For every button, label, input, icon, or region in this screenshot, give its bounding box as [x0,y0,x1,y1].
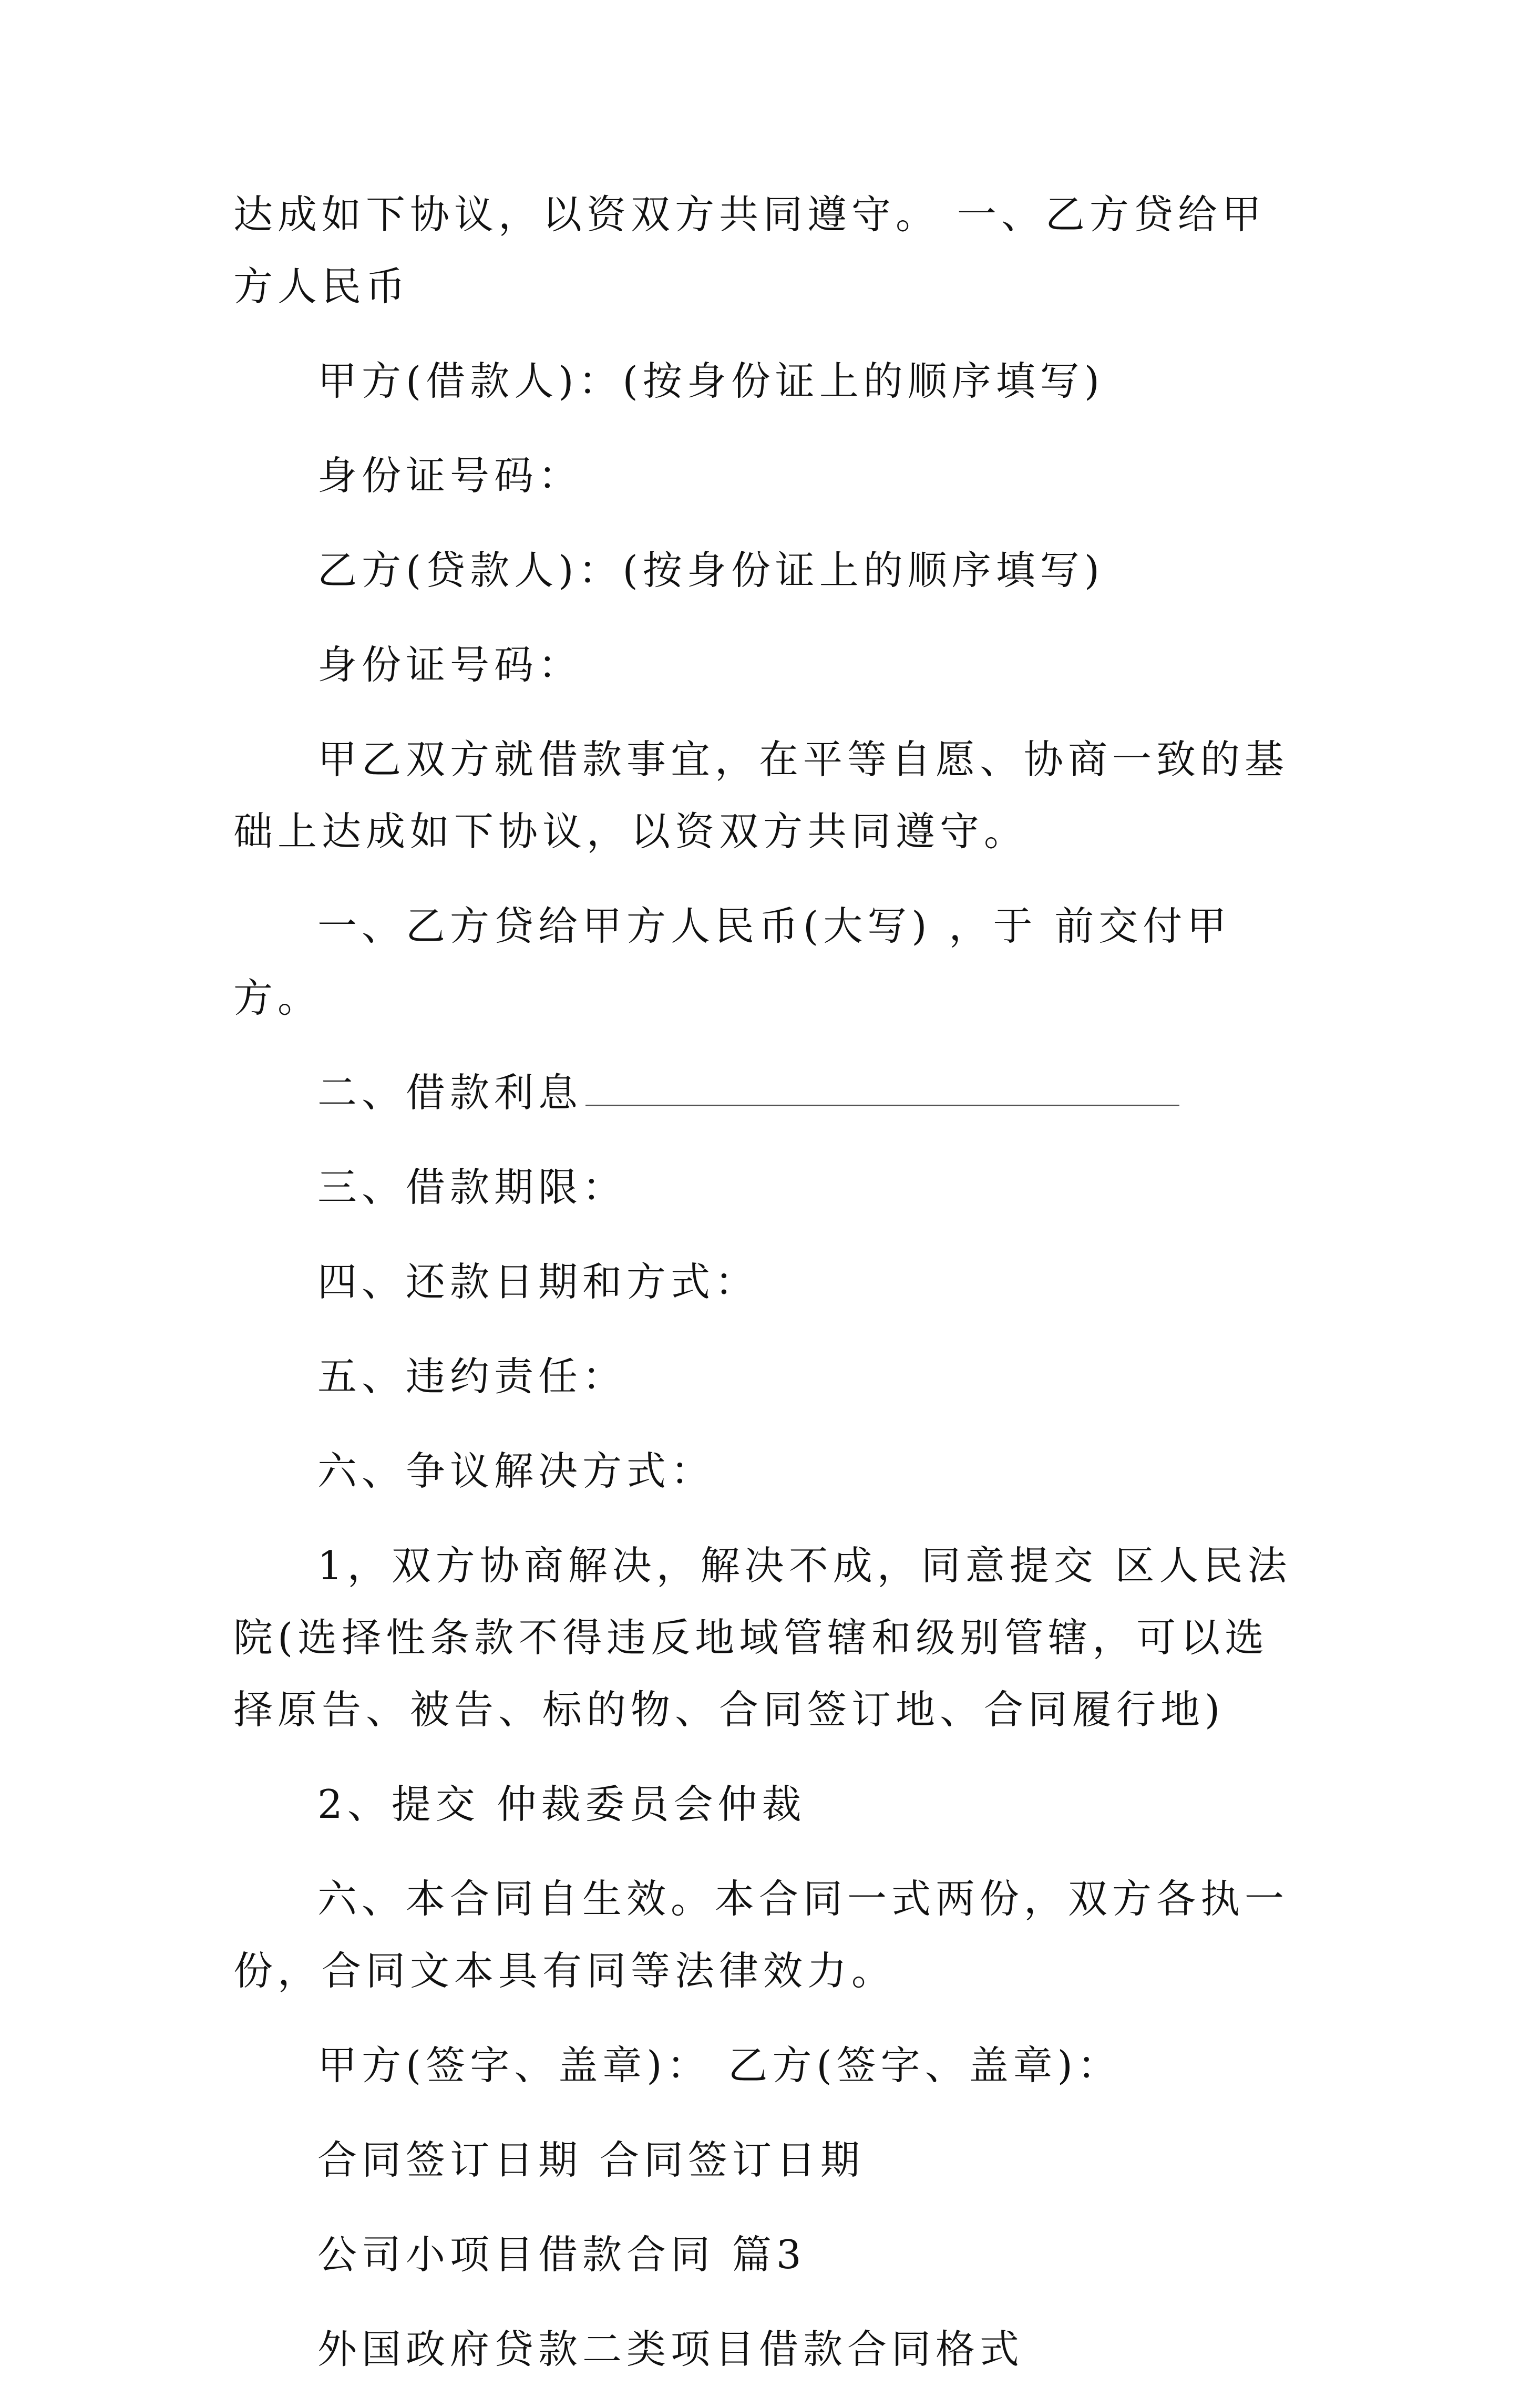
contract-format-title: 外国政府贷款二类项目借款合同格式 [317,2326,1024,2372]
clause-3-term: 三、借款期限： [317,1164,627,1210]
document-body [233,179,1306,2408]
party-a-line: 甲方(借款人)：(按身份证上的顺序填写) [317,358,1105,404]
party-b-id-line: 身份证号码： [317,642,583,688]
clause-6-dispute: 六、争议解决方式： [317,1448,715,1494]
section-heading-3: 公司小项目借款合同 篇3 [317,2231,806,2278]
clause-effectiveness: 六、本合同自生效。本合同一式两份，双方各执一份，合同文本具有同等法律效力。 [233,1876,1289,1994]
paragraph-intro: 达成如下协议，以资双方共同遵守。 一、乙方贷给甲方人民币 [233,191,1266,310]
party-a-id-line: 身份证号码： [317,452,583,499]
clause-1-loan-amount: 一、乙方贷给甲方人民币(大写) ，于 前交付甲方。 [233,903,1231,1021]
clause-5-liability: 五、违约责任： [317,1353,627,1399]
clause-2-interest [233,1057,1306,1129]
dispute-option-1: 1，双方协商解决，解决不成，同意提交 区人民法院(选择性条款不得违反地域管辖和级别管辖，可以选择原告、被告、标的物、合同签订地、合同履行地) [233,1542,1292,1733]
clause-4-repayment: 四、还款日期和方式： [317,1259,759,1305]
interest-blank-line [585,1103,1179,1106]
signing-date-line: 合同签订日期 合同签订日期 [317,2137,865,2183]
signature-line: 甲方(签字、盖章)： 乙方(签字、盖章)： [317,2042,1122,2088]
dispute-option-2: 2、提交 仲裁委员会仲裁 [317,1781,806,1827]
agreement-preamble: 甲乙双方就借款事宜，在平等自愿、协商一致的基础上达成如下协议，以资双方共同遵守。 [233,736,1289,855]
clause-2-label: 二、借款利息 [317,1069,583,1116]
party-b-line: 乙方(贷款人)：(按身份证上的顺序填写) [317,547,1105,593]
